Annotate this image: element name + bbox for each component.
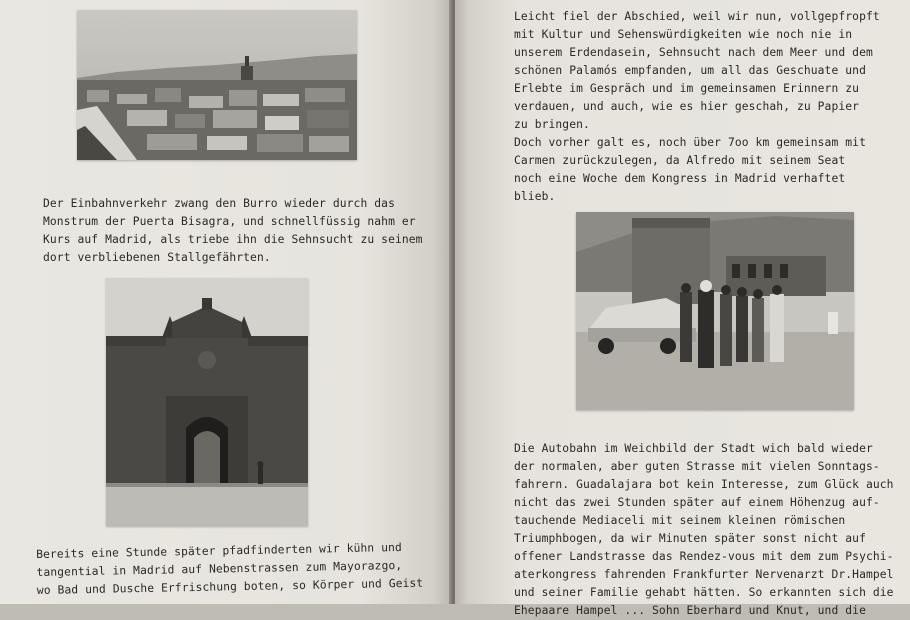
photo-toledo-city-view [77, 10, 357, 160]
left-paragraph-2: Bereits eine Stunde später pfadfinderten wir kühn und tangential in Madrid auf Nebenstrassen zum Mayorazgo, wo Bad und Dusche Erfrischung boten, so Körper und Geist [36, 540, 424, 597]
left-page [0, 0, 452, 604]
photo-roadside-meeting [576, 212, 854, 410]
photo-puerta-bisagra [106, 278, 308, 526]
left-paragraph-1: Der Einbahnverkehr zwang den Burro wieder durch das Monstrum der Puerta Bisagra, und schnellfüssig nahm er Kurs auf Madrid, als triebe ihn die Sehnsucht zu seinem dort verbliebenen Stallgefährten. [43, 197, 423, 264]
right-page [455, 0, 910, 617]
right-paragraph-1: Leicht fiel der Abschied, weil wir nun, vollgepfropft mit Kultur und Sehenswürdigkeiten wie noch nie in unserem Erdendasein, Sehnsucht nach dem Meer und dem schönen Palamós empfanden, um all das Geschuate und Erlebte im Gespräch und im gemeinsamen Erinnern zu verdauen, und auch, wie es hier geschah, zu Papier zu bringen. Doch vorher galt es, noch über 7oo km gemeinsam mit Carmen zurückzulegen, da Alfredo mit seinem Seat noch eine Woche dem Kongress in Madrid verhaftet blieb. [514, 10, 880, 203]
right-paragraph-2: Die Autobahn im Weichbild der Stadt wich bald wieder der normalen, aber guten Strasse mit vielen Sonntags- fahrern. Guadalajara bot kein Interesse, zum Glück auch nicht das zwei Stunden später auf einem Höhenzug auf- tauchende Mediaceli mit seinem kleinen römischen Triumphbogen, da wir Minuten später sonst nicht auf offener Landstrasse das Rendez-vous mit dem zum Psychi- aterkongress fahrenden Frankfurter Nervenarzt Dr.Hampel und seiner Familie gehabt hätten. So erkannten sich die Ehepaare Hampel ... Sohn Eberhard und Knut, und die [514, 442, 894, 617]
